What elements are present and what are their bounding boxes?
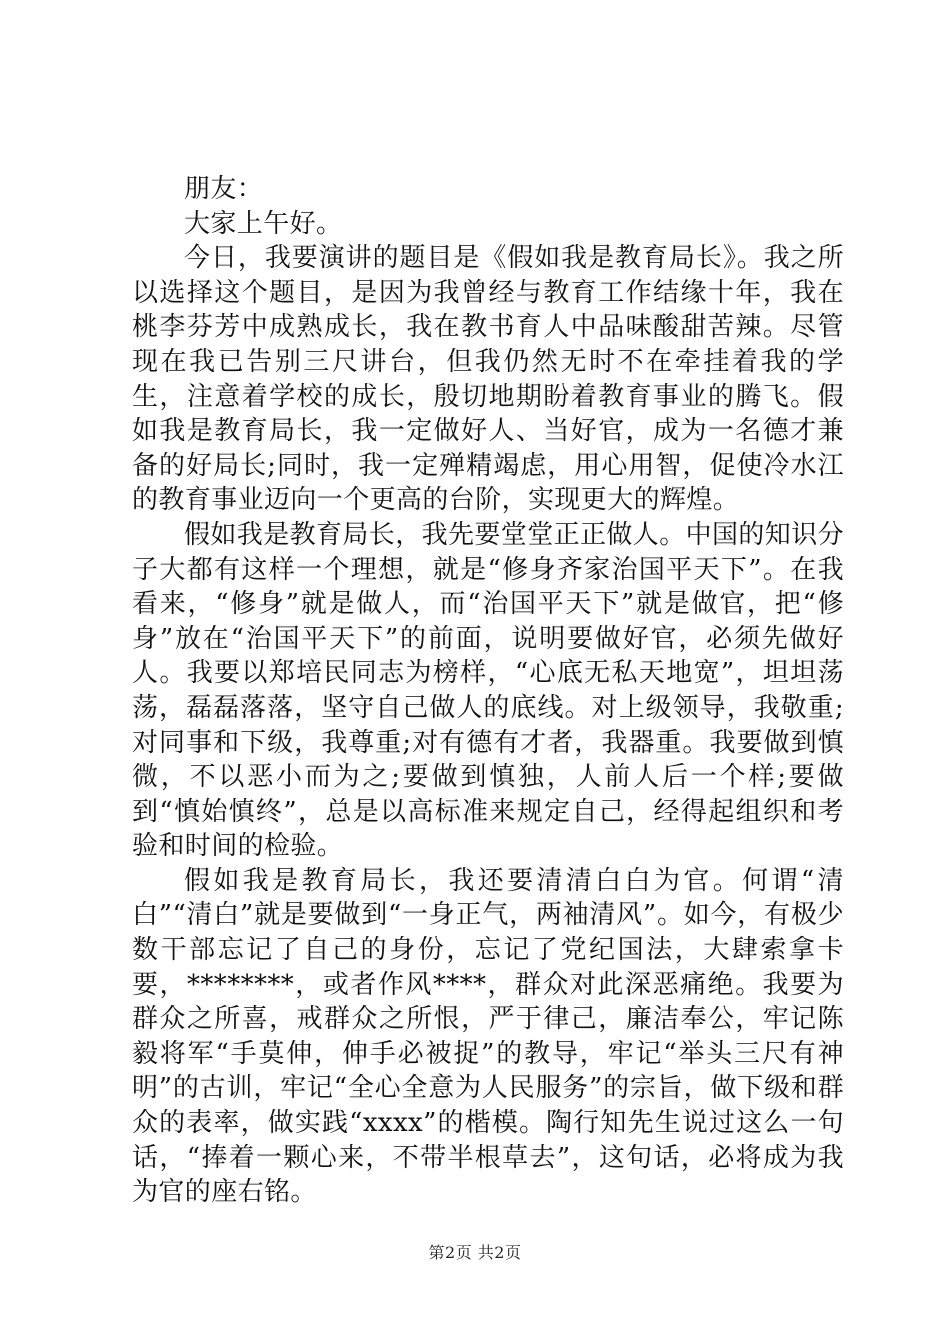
paragraph-be-good-person: 假如我是教育局长，我先要堂堂正正做人。中国的知识分子大都有这样一个理想，就是“修身齐家治国平天下”。在我看来，“修身”就是做人，而“治国平天下”就是做官，把“修身”放在“治国平天下”的前面，说明要做好官，必须先做好人。我要以郑培民同志为榜样，“心底无私天地宽”，坦坦荡荡，磊磊落落，坚守自己做人的底线。对上级领导，我敬重;对同事和下级，我尊重;对有德有才者，我器重。我要做到慎微，不以恶小而为之;要做到慎独，人前人后一个样;要做到“慎始慎终”，总是以高标准来规定自己，经得起组织和考验和时间的检验。 [132, 519, 845, 862]
document-body [132, 172, 844, 1210]
paragraph-intro: 今日，我要演讲的题目是《假如我是教育局长》。我之所以选择这个题目，是因为我曾经与教育工作结缘十年，我在桃李芬芳中成熟成长，我在教书育人中品味酸甜苦辣。尽管现在我已告别三尺讲台，但我仍然无时不在牵挂着我的学生，注意着学校的成长，殷切地期盼着教育事业的腾飞。假如我是教育局长，我一定做好人、当好官，成为一名德才兼备的好局长;同时，我一定殚精竭虑，用心用智，促使冷水江的教育事业迈向一个更高的台阶，实现更大的辉煌。 [132, 243, 844, 516]
paragraph-greeting: 朋友： [184, 174, 264, 204]
paragraph-salutation: 大家上午好。 [184, 208, 343, 239]
paragraph-be-clean-official: 假如我是教育局长，我还要清清白白为官。何谓“清白”“清白”就是要做到“一身正气，两袖清风”。如今，有极少数干部忘记了自己的身份，忘记了党纪国法，大肆索拿卡要，********，或者作风****，群众对此深恶痛绝。我要为群众之所喜，戒群众之所恨，严于律己，廉洁奉公，牢记陈毅将军“手莫伸，伸手必被捉”的教导，牢记“举头三尺有神明”的古训，牢记“全心全意为人民服务”的宗旨，做下级和群众的表率，做实践“xxxx”的楷模。陶行知先生说过这么一句话，“捧着一颗心来，不带半根草去”，这句话，必将成为我为官的座右铭。 [132, 865, 844, 1208]
page-number-footer: 第2页 共2页 [428, 1243, 522, 1262]
